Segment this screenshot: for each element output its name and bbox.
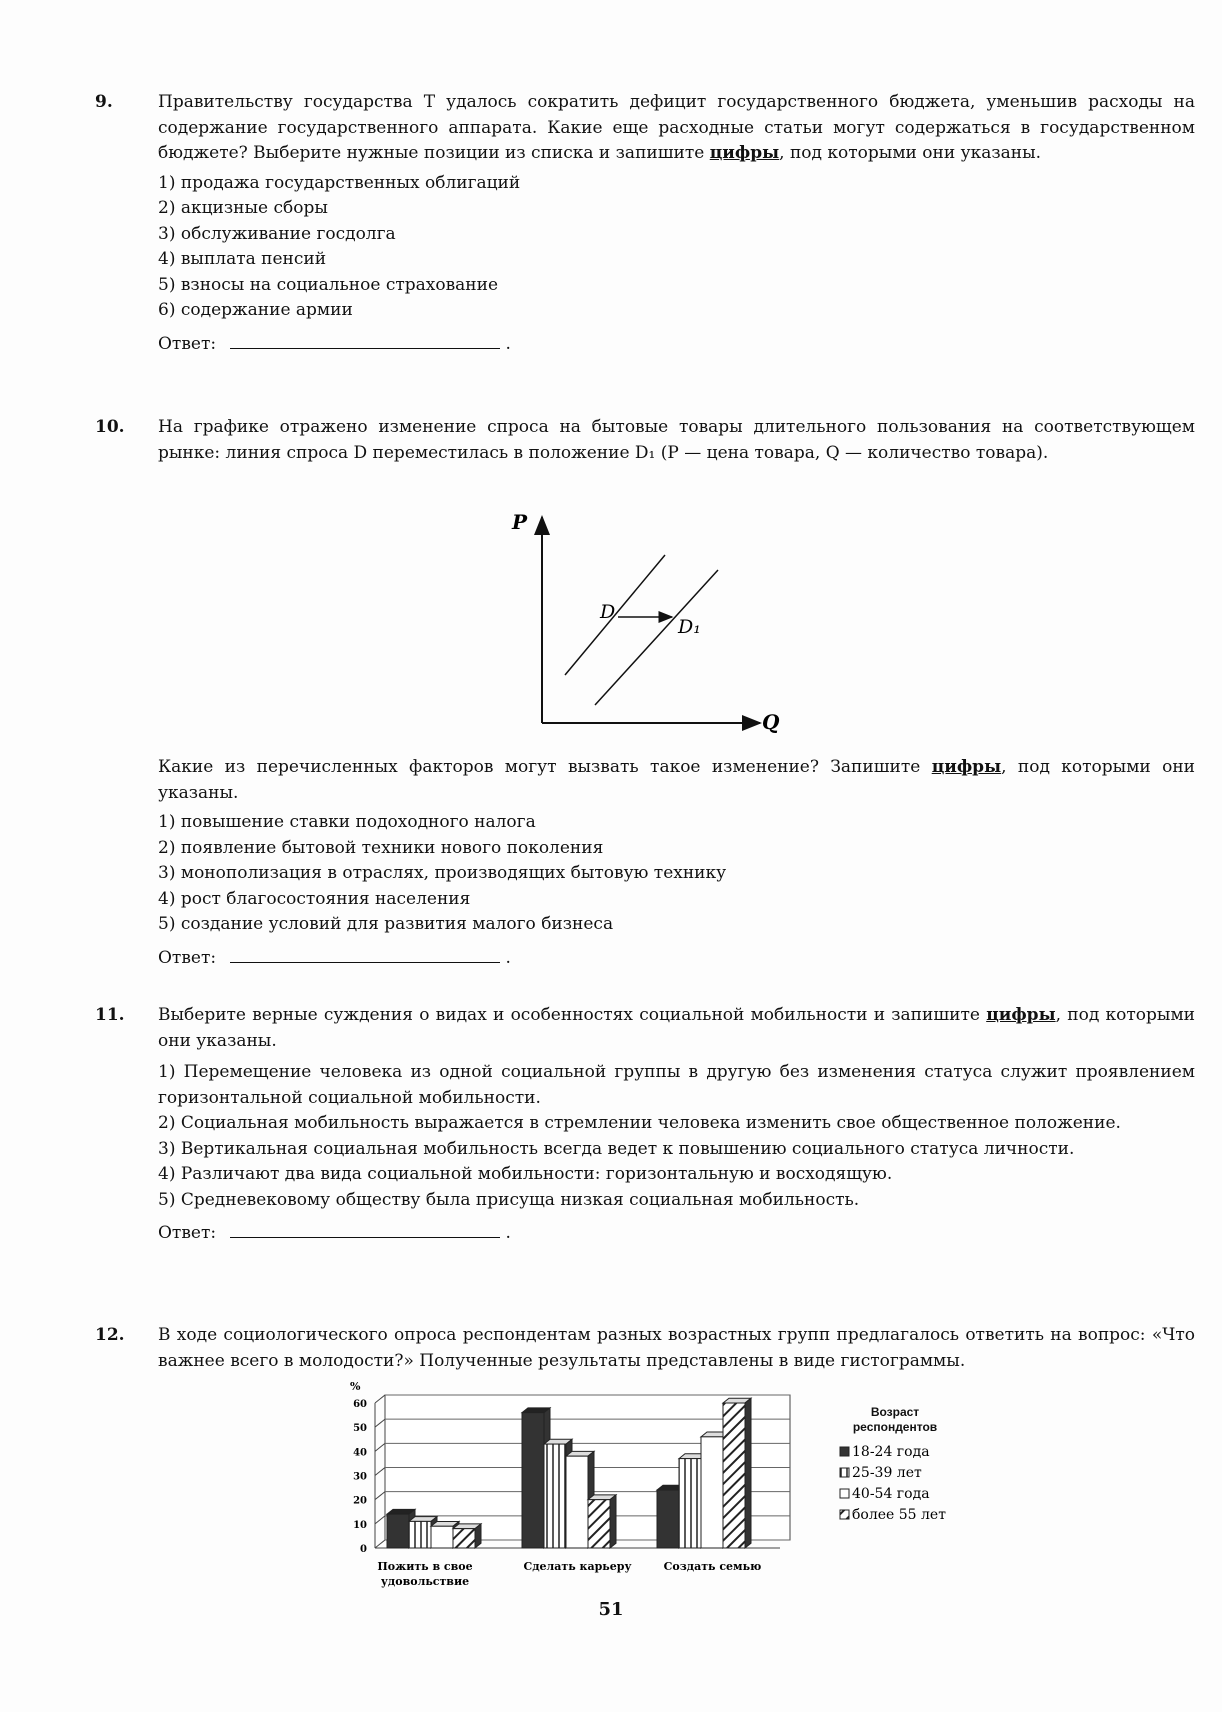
question-10-part2 bbox=[95, 755, 1195, 971]
answer-field[interactable] bbox=[230, 1221, 500, 1238]
question-number: 10. bbox=[95, 417, 125, 437]
svg-text:18-24 года: 18-24 года bbox=[852, 1444, 930, 1460]
grid-line bbox=[375, 1540, 385, 1548]
answer-field[interactable] bbox=[230, 946, 500, 963]
grid-line bbox=[375, 1492, 385, 1500]
answer-row: Ответ: . bbox=[158, 947, 511, 968]
answer-label: Ответ: bbox=[158, 1223, 217, 1243]
legend-item bbox=[840, 1465, 922, 1481]
question-text: Выберите верные суждения о видах и особенностях социальной мобильности и запишите цифры, под которыми они указаны. bbox=[158, 1005, 1195, 1051]
y-tick-label: 60 bbox=[353, 1399, 367, 1410]
options-list bbox=[158, 171, 1195, 324]
option: 1) Перемещение человека из одной социальной группы в другую без изменения статуса служит проявлением горизонтальной социальной мобильности. bbox=[158, 1062, 1195, 1108]
question-11 bbox=[95, 1003, 1195, 1247]
question-10 bbox=[95, 415, 1195, 466]
option: 3) обслуживание госдолга bbox=[158, 223, 396, 244]
y-tick-label: 20 bbox=[353, 1495, 367, 1507]
option: 2) акцизные сборы bbox=[158, 198, 328, 218]
demand-shift-graph bbox=[500, 505, 800, 740]
legend-item bbox=[840, 1486, 930, 1502]
option: 3) Вертикальная социальная мобильность всегда ведет к повышению социального статуса личности. bbox=[158, 1138, 1075, 1159]
answer-field[interactable] bbox=[230, 332, 500, 349]
y-tick-label: 40 bbox=[353, 1447, 367, 1459]
question-number: 12. bbox=[95, 1325, 125, 1345]
option: 6) содержание армии bbox=[158, 300, 353, 320]
grid-line bbox=[375, 1419, 385, 1427]
option: 4) рост благосостояния населения bbox=[158, 888, 471, 909]
q-label: Q bbox=[762, 710, 780, 734]
option: 3) монополизация в отраслях, производящих бытовую технику bbox=[158, 863, 727, 883]
x-tick-label: Создать семью bbox=[663, 1560, 762, 1573]
y-tick-label: 50 bbox=[353, 1423, 367, 1435]
bar bbox=[453, 1524, 481, 1548]
answer-label: Ответ: bbox=[158, 947, 217, 968]
d1-label: D₁ bbox=[678, 616, 701, 638]
options-list bbox=[158, 1060, 1195, 1213]
answer-label: Ответ: bbox=[158, 333, 217, 354]
question-text: На графике отражено изменение спроса на бытовые товары длительного пользования на соответствующем рынке: линия спроса D переместилась в положение D₁ (P — цена товара, Q — количество товара). bbox=[158, 417, 1195, 463]
option: 4) Различают два вида социальной мобильности: горизонтальную и восходящую. bbox=[158, 1164, 893, 1184]
question-12 bbox=[95, 1323, 1195, 1374]
x-tick-label: Пожить в свое удовольствие bbox=[377, 1560, 473, 1588]
answer-row: Ответ: . bbox=[158, 333, 511, 354]
y-tick-label: 0 bbox=[360, 1544, 367, 1555]
y-tick-label: 30 bbox=[353, 1471, 367, 1483]
grid-line bbox=[375, 1395, 385, 1403]
option: 1) продажа государственных облигаций bbox=[158, 172, 521, 193]
option: 2) появление бытовой техники нового поколения bbox=[158, 837, 604, 858]
x-tick-label: Сделать карьеру bbox=[523, 1560, 632, 1573]
grid-line bbox=[375, 1516, 385, 1524]
legend-item bbox=[840, 1444, 930, 1460]
option: 4) выплата пенсий bbox=[158, 249, 327, 269]
svg-text:25-39 лет: 25-39 лет bbox=[852, 1465, 922, 1481]
option: 5) взносы на социальное страхование bbox=[158, 274, 499, 295]
y-tick-label: 10 bbox=[353, 1519, 367, 1531]
question-9 bbox=[95, 90, 1195, 357]
svg-text:более 55 лет: более 55 лет bbox=[852, 1507, 946, 1523]
options-list bbox=[158, 810, 1195, 938]
option: 1) повышение ставки подоходного налога bbox=[158, 812, 536, 832]
grid-line bbox=[375, 1443, 385, 1451]
option: 5) создание условий для развития малого бизнеса bbox=[158, 914, 614, 934]
option: 2) Социальная мобильность выражается в стремлении человека изменить свое общественное положение. bbox=[158, 1113, 1121, 1133]
p-label: P bbox=[512, 510, 528, 534]
option: 5) Средневековому обществу была присуща низкая социальная мобильность. bbox=[158, 1189, 860, 1210]
question-text: Какие из перечисленных факторов могут вызвать такое изменение? Запишите цифры, под которыми они указаны. bbox=[158, 757, 1196, 803]
question-text: В ходе социологического опроса респондентам разных возрастных групп предлагалось ответить на вопрос: «Что важнее всего в молодости?» Полученные результаты представлены в виде гистограммы. bbox=[158, 1325, 1195, 1371]
question-text: Правительству государства Т удалось сократить дефицит государственного бюджета, уменьшив расходы на содержание государственного аппарата. Какие еще расходные статьи могут содержаться в государственном бюджете? Выберите нужные позиции из списка и запишите цифры, под которыми они указаны. bbox=[158, 92, 1195, 163]
bar bbox=[588, 1495, 616, 1548]
page-number: 51 bbox=[598, 1599, 624, 1620]
legend bbox=[840, 1444, 946, 1523]
y-axis-label: % bbox=[350, 1380, 361, 1393]
answer-row: Ответ: . bbox=[158, 1223, 511, 1243]
legend-title: Возраст респондентов bbox=[852, 1405, 938, 1434]
legend-item bbox=[840, 1507, 946, 1523]
svg-text:40-54 года: 40-54 года bbox=[852, 1486, 930, 1502]
grid-line bbox=[375, 1468, 385, 1476]
question-number: 9. bbox=[95, 92, 113, 112]
d-label: D bbox=[600, 601, 616, 623]
bar bbox=[723, 1398, 751, 1548]
question-number: 11. bbox=[95, 1005, 125, 1025]
